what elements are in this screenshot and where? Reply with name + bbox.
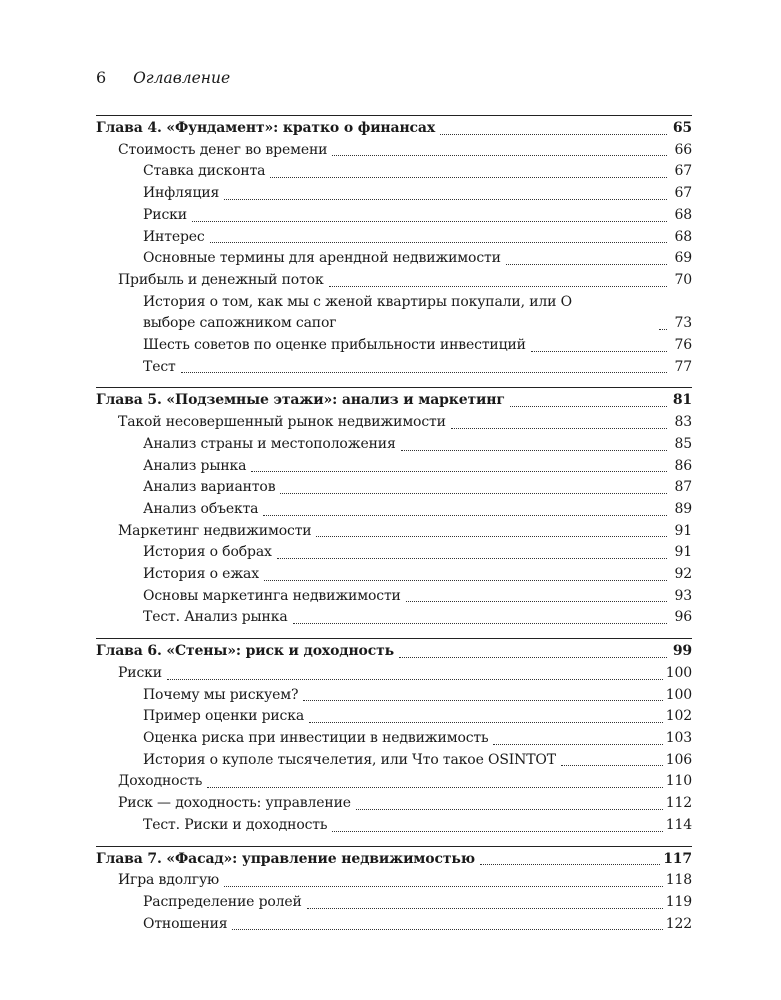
entry-title: Анализ вариантов — [143, 479, 276, 496]
entry-page: 117 — [663, 850, 692, 867]
dot-leader — [531, 350, 667, 352]
entry-page: 70 — [674, 271, 692, 288]
toc-subsection[interactable] — [96, 685, 692, 707]
entry-title: История о том, как мы с женой квартиры покупали, или О выборе сапожником сапог — [143, 293, 572, 332]
entry-title: Риски — [118, 664, 162, 681]
entry-page: 87 — [674, 479, 692, 496]
dot-leader — [440, 133, 667, 135]
entry-title: Глава 6. «Стены»: риск и доходность — [96, 643, 394, 660]
entry-title: Прибыль и денежный поток — [118, 271, 324, 288]
entry-title: Игра вдолгую — [118, 872, 220, 889]
entry-page: 85 — [674, 435, 692, 452]
toc-subsection[interactable] — [96, 815, 692, 837]
entry-page: 68 — [674, 206, 692, 223]
entry-page: 102 — [665, 708, 692, 725]
page-number: 6 — [96, 68, 107, 87]
entry-page: 91 — [674, 522, 692, 539]
entry-page: 83 — [674, 414, 692, 431]
entry-title: Анализ объекта — [143, 500, 259, 517]
entry-title: Анализ страны и местоположения — [143, 435, 396, 452]
entry-title: Тест. Риски и доходность — [143, 816, 328, 833]
toc-chapter-title[interactable] — [96, 390, 692, 412]
dot-leader — [232, 928, 662, 930]
entry-page: 67 — [674, 185, 692, 202]
toc-subsection[interactable] — [96, 914, 692, 936]
dot-leader — [167, 678, 663, 680]
dot-leader — [506, 263, 667, 265]
dot-leader — [264, 579, 667, 581]
entry-page: 118 — [665, 872, 692, 889]
dot-leader — [192, 220, 667, 222]
entry-title: Глава 5. «Подземные этажи»: анализ и маркетинг — [96, 392, 505, 409]
entry-page: 110 — [665, 773, 692, 790]
toc-subsection[interactable] — [96, 892, 692, 914]
toc-section[interactable] — [96, 870, 692, 892]
entry-page: 86 — [674, 457, 692, 474]
toc-subsection[interactable] — [96, 607, 692, 629]
dot-leader — [210, 241, 667, 243]
entry-page: 100 — [665, 664, 692, 681]
entry-title: Инфляция — [143, 185, 220, 202]
running-header — [96, 64, 230, 92]
toc-subsection[interactable] — [96, 434, 692, 456]
entry-page: 91 — [674, 544, 692, 561]
toc-section[interactable] — [96, 771, 692, 793]
toc-section[interactable] — [96, 663, 692, 685]
dot-leader — [293, 622, 667, 624]
dot-leader — [332, 154, 667, 156]
entry-title: Ставка дисконта — [143, 163, 266, 180]
toc-section[interactable] — [96, 270, 692, 292]
chapter-7 — [96, 846, 692, 936]
entry-title: Маркетинг недвижимости — [118, 522, 312, 539]
toc-subsection[interactable] — [96, 205, 692, 227]
entry-page: 122 — [665, 915, 692, 932]
toc-subsection[interactable] — [96, 564, 692, 586]
entry-title: Тест. Анализ рынка — [143, 609, 288, 626]
entry-page: 73 — [674, 315, 692, 332]
chapter-5 — [96, 387, 692, 629]
chapter-divider — [96, 638, 692, 639]
entry-page: 106 — [665, 751, 692, 768]
toc-subsection[interactable] — [96, 161, 692, 183]
entry-title: История о бобрах — [143, 544, 272, 561]
entry-page: 100 — [665, 686, 692, 703]
entry-title: Основные термины для арендной недвижимости — [143, 250, 501, 267]
dot-leader — [510, 405, 667, 407]
entry-page: 66 — [674, 141, 692, 158]
toc-section[interactable] — [96, 412, 692, 434]
entry-title: Стоимость денег во времени — [118, 141, 328, 158]
dot-leader — [307, 907, 663, 909]
toc-subsection[interactable] — [96, 728, 692, 750]
chapter-divider — [96, 115, 692, 116]
dot-leader — [356, 808, 663, 810]
toc-chapter-title[interactable] — [96, 118, 692, 140]
entry-title: Доходность — [118, 773, 203, 790]
toc-chapter-title[interactable] — [96, 641, 692, 663]
dot-leader — [406, 600, 667, 602]
toc-subsection[interactable] — [96, 183, 692, 205]
table-of-contents — [96, 115, 692, 935]
entry-title: История о куполе тысячелетия, или Что такое OSINTOT — [143, 751, 556, 768]
entry-page: 67 — [674, 163, 692, 180]
toc-subsection[interactable] — [96, 248, 692, 270]
entry-page: 99 — [672, 643, 692, 660]
entry-title: Глава 4. «Фундамент»: кратко о финансах — [96, 120, 436, 136]
dot-leader — [316, 535, 667, 537]
toc-subsection[interactable] — [96, 586, 692, 608]
entry-page: 89 — [674, 500, 692, 517]
entry-page: 69 — [674, 250, 692, 267]
header-title: Оглавление — [133, 69, 231, 87]
toc-chapter-title[interactable] — [96, 849, 692, 871]
toc-subsection[interactable] — [96, 750, 692, 772]
dot-leader — [251, 470, 667, 472]
dot-leader — [181, 371, 667, 373]
entry-title: История о ежах — [143, 566, 259, 583]
entry-title: Распределение ролей — [143, 893, 302, 910]
entry-page: 103 — [665, 729, 692, 746]
entry-page: 81 — [672, 392, 692, 409]
entry-page: 96 — [674, 609, 692, 626]
entry-page: 65 — [672, 120, 692, 136]
entry-page: 114 — [665, 816, 692, 833]
toc-subsection[interactable] — [96, 706, 692, 728]
entry-title: Отношения — [143, 915, 228, 932]
entry-title: Тест — [143, 358, 176, 375]
dot-leader — [399, 656, 667, 658]
chapter-4 — [96, 115, 692, 378]
dot-leader — [277, 557, 667, 559]
entry-title: Почему мы рискуем? — [143, 686, 299, 703]
dot-leader — [270, 176, 667, 178]
toc-subsection[interactable] — [96, 227, 692, 249]
dot-leader — [224, 885, 663, 887]
toc-subsection[interactable] — [96, 499, 692, 521]
entry-page: 92 — [674, 566, 692, 583]
chapter-divider — [96, 846, 692, 847]
toc-subsection[interactable] — [96, 292, 692, 335]
toc-subsection[interactable] — [96, 335, 692, 357]
dot-leader — [493, 743, 662, 745]
entry-title: Анализ рынка — [143, 457, 247, 474]
toc-subsection[interactable] — [96, 477, 692, 499]
entry-title: Такой несовершенный рынок недвижимости — [118, 414, 446, 431]
chapter-divider — [96, 387, 692, 388]
entry-title: Шесть советов по оценке прибыльности инвестиций — [143, 337, 526, 354]
dot-leader — [659, 328, 667, 330]
entry-title: Оценка риска при инвестиции в недвижимость — [143, 729, 489, 746]
dot-leader — [480, 863, 660, 865]
dot-leader — [303, 699, 662, 701]
entry-title: Риски — [143, 206, 187, 223]
dot-leader — [401, 449, 667, 451]
entry-title: Пример оценки риска — [143, 708, 305, 725]
toc-subsection[interactable] — [96, 542, 692, 564]
toc-section[interactable] — [96, 140, 692, 162]
entry-title: Риск — доходность: управление — [118, 795, 351, 812]
dot-leader — [224, 198, 667, 200]
entry-title: Основы маркетинга недвижимости — [143, 587, 401, 604]
dot-leader — [451, 427, 667, 429]
dot-leader — [332, 830, 662, 832]
dot-leader — [329, 285, 667, 287]
dot-leader — [561, 764, 663, 766]
dot-leader — [263, 514, 667, 516]
chapter-6 — [96, 638, 692, 836]
toc-subsection[interactable] — [96, 357, 692, 379]
toc-section[interactable] — [96, 521, 692, 543]
entry-page: 112 — [665, 795, 692, 812]
entry-page: 68 — [674, 228, 692, 245]
dot-leader — [309, 721, 663, 723]
dot-leader — [280, 492, 667, 494]
entry-title: Глава 7. «Фасад»: управление недвижимостью — [96, 850, 475, 867]
entry-title: Интерес — [143, 228, 205, 245]
dot-leader — [207, 786, 662, 788]
toc-section[interactable] — [96, 793, 692, 815]
toc-subsection[interactable] — [96, 456, 692, 478]
entry-page: 119 — [665, 893, 692, 910]
entry-page: 77 — [674, 358, 692, 375]
entry-page: 76 — [674, 337, 692, 354]
entry-page: 93 — [674, 587, 692, 604]
